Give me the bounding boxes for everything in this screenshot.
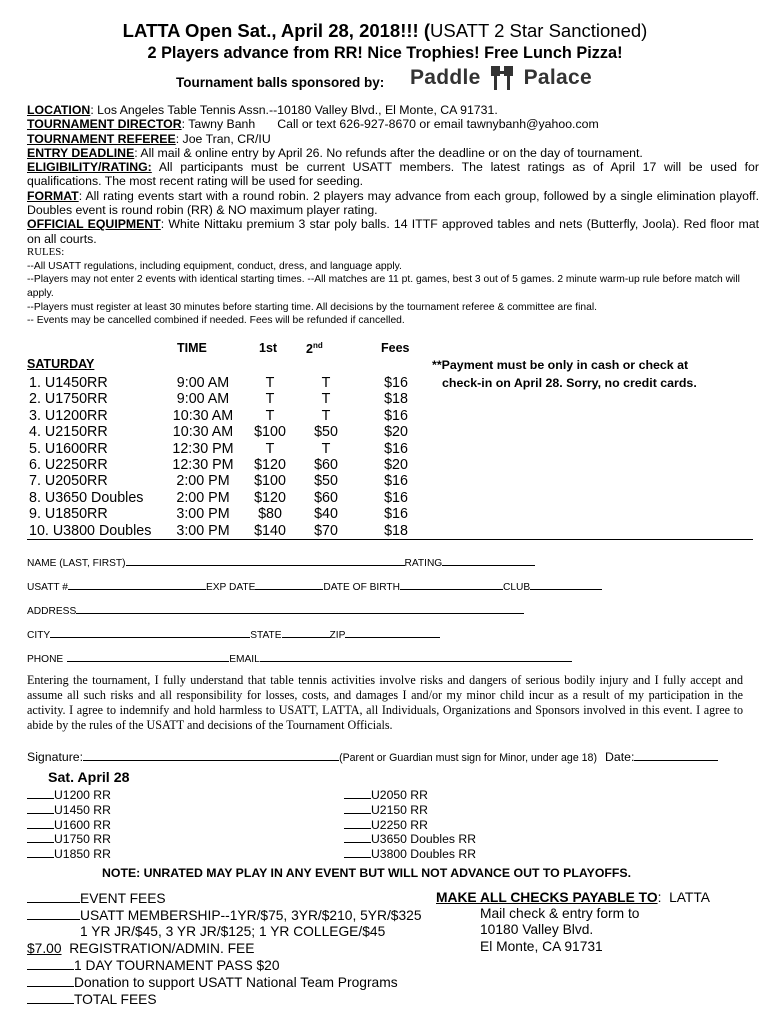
event-name: 7. U2050RR [29, 473, 108, 490]
event-second-prize: $50 [314, 473, 338, 490]
event-first-prize: $140 [254, 522, 286, 539]
club-field[interactable] [530, 579, 602, 590]
referee-label: TOURNAMENT REFEREE [27, 131, 176, 146]
checklist-left [27, 788, 111, 862]
event-check-label: U1600 RR [54, 817, 111, 832]
page-subtitle: 2 Players advance from RR! Nice Trophies! Free Lunch Pizza! [147, 44, 623, 62]
event-first-prize: T [265, 375, 275, 391]
sponsor-text: Tournament balls sponsored by: [176, 75, 385, 90]
event-first-prize: T [265, 407, 275, 424]
col-second-sup: nd [312, 341, 323, 350]
event-check-label: U3650 Doubles RR [371, 832, 477, 847]
name-row [27, 555, 535, 569]
exp-date-field[interactable] [255, 579, 323, 590]
page-title [0, 20, 770, 42]
event-check-label: U2150 RR [371, 802, 428, 817]
paddle-palace-logo [410, 64, 592, 92]
rule-item: --Players may not enter 2 events with identical starting times. --All matches are 11 pt. games, best 3 out of 5 games. 2 minute warm-up rule before match will apply. [27, 274, 740, 300]
director-label: TOURNAMENT DIRECTOR [27, 117, 182, 132]
payable-payee: LATTA [669, 890, 710, 905]
event-checkbox-item[interactable] [344, 803, 476, 818]
event-name: 2. U1750RR [29, 391, 108, 408]
payable-block [436, 890, 710, 955]
event-second-prize: T [321, 375, 331, 391]
rating-label: RATING [404, 558, 443, 569]
event-time: 9:00 AM [176, 391, 230, 408]
event-fee: $18 [384, 391, 408, 408]
signature-label: Signature: [27, 750, 84, 764]
location-label: LOCATION [27, 103, 91, 117]
equipment-value: : White Nittaku premium 3 star poly balls. 14 ITTF approved tables and nets (Butterfly, Joola). Red floor mat on all courts. [27, 217, 759, 246]
event-fees-blank[interactable] [27, 890, 80, 903]
col-first-header: 1st [259, 341, 278, 355]
title-sanction: USATT 2 Star Sanctioned [430, 20, 642, 41]
donation-line [27, 974, 422, 991]
event-name: 3. U1200RR [29, 407, 108, 424]
director-value: : Tawny Banh [181, 117, 256, 132]
rules-block [27, 246, 759, 328]
event-check-label: U1750 RR [54, 832, 111, 847]
event-check-label: U2050 RR [371, 788, 428, 802]
event-second-prize: $60 [314, 457, 338, 473]
event-time: 10:30 AM [172, 407, 234, 424]
col-fees-header: Fees [381, 341, 410, 355]
total-blank[interactable] [27, 991, 74, 1004]
event-first-prize: $120 [254, 457, 286, 473]
event-second-prize: $40 [314, 506, 338, 523]
event-check-blank[interactable] [27, 818, 54, 829]
format-line [27, 189, 759, 218]
event-second-prize: $50 [314, 424, 338, 441]
title-bold: LATTA Open Sat., April 28, 2018!!! ( [122, 20, 431, 41]
event-check-label: U2250 RR [371, 817, 428, 832]
event-name: 6. U2250RR [29, 457, 108, 473]
event-checkbox-item[interactable] [27, 847, 111, 862]
rule-item: --All USATT regulations, including equipment, conduct, dress, and language apply. [27, 260, 402, 272]
event-checkbox-item[interactable] [344, 788, 476, 803]
eligibility-value: All participants must be current USATT members. The latest ratings as of April 17 will be used for qualifications. The most recent rating will be used for seeding. [27, 160, 759, 189]
title-end: ) [641, 20, 648, 41]
registration-label: REGISTRATION/ADMIN. FEE [69, 940, 255, 956]
payment-note-line1: **Payment must be only in cash or check at [432, 358, 689, 372]
event-check-blank[interactable] [344, 803, 371, 814]
day-pass-label: 1 DAY TOURNAMENT PASS $20 [74, 957, 280, 973]
location-line [27, 103, 759, 117]
event-fee: $20 [384, 457, 408, 473]
usatt-label: USATT # [27, 582, 68, 593]
date-field[interactable] [634, 749, 718, 761]
event-check-label: U3800 Doubles RR [371, 847, 477, 862]
schedule-day: SATURDAY [27, 357, 95, 371]
payable-heading: MAKE ALL CHECKS PAYABLE TO [436, 890, 658, 905]
rules-heading: RULES: [27, 245, 65, 258]
event-check-blank[interactable] [27, 847, 54, 858]
event-time: 2:00 PM [176, 473, 230, 490]
event-checkbox-item[interactable] [344, 847, 476, 862]
city-field[interactable] [50, 627, 250, 638]
state-label: STATE [250, 630, 282, 641]
event-fee: $16 [384, 407, 408, 424]
payment-note-line2: check-in on April 28. Sorry, no credit cards. [442, 376, 697, 390]
rule-item: --Players must register at least 30 minutes before starting time. All decisions by the tournament referee & committee are final. [27, 301, 598, 313]
signature-field[interactable] [83, 749, 339, 761]
format-label: FORMAT [27, 188, 79, 203]
event-check-blank[interactable] [344, 832, 371, 843]
phone-field[interactable] [67, 651, 229, 662]
event-first-prize: T [265, 440, 275, 457]
event-check-blank[interactable] [344, 788, 371, 799]
event-first-prize: $80 [258, 506, 282, 523]
total-line [27, 991, 422, 1008]
referee-line [27, 132, 759, 146]
event-check-blank[interactable] [344, 847, 371, 858]
eligibility-label: ELIGIBILITY/RATING: [27, 160, 152, 175]
fees-block [27, 890, 422, 1008]
event-fee: $20 [384, 424, 408, 441]
col-second-header [306, 341, 323, 356]
event-second-prize: T [321, 407, 331, 424]
event-checkbox-item[interactable] [27, 818, 111, 833]
event-first-prize: T [265, 391, 275, 408]
membership-label: USATT MEMBERSHIP--1YR/$75, 3YR/$210, 5YR/$325 [80, 908, 422, 924]
format-value: : All rating events start with a round robin. 2 players may advance from each group, followed by a single elimination playoff. Doubles event is round robin (RR) & NO maximum player rating. [27, 188, 759, 218]
city-label: CITY [27, 630, 51, 641]
day-pass-blank[interactable] [27, 957, 74, 970]
payable-colon: : [657, 890, 662, 905]
event-fee: $16 [384, 440, 408, 457]
address-label: ADDRESS [27, 606, 77, 617]
rule-item: -- Events may be cancelled combined if needed. Fees will be refunded if cancelled. [27, 315, 405, 327]
email-label: EMAIL [229, 654, 260, 665]
address-row [27, 603, 524, 617]
unrated-note: NOTE: UNRATED MAY PLAY IN ANY EVENT BUT WILL NOT ADVANCE OUT TO PLAYOFFS. [102, 866, 632, 880]
total-label: TOTAL FEES [74, 992, 157, 1008]
usatt-number-field[interactable] [68, 579, 206, 590]
deadline-line [27, 146, 759, 160]
signature-row [27, 749, 718, 764]
event-time: 10:30 AM [172, 424, 234, 441]
rating-field[interactable] [442, 555, 535, 566]
director-line [27, 117, 759, 131]
event-name: 8. U3650 Doubles [29, 489, 144, 506]
membership-blank[interactable] [27, 907, 80, 920]
event-time: 3:00 PM [176, 506, 230, 523]
event-name: 4. U2150RR [29, 424, 108, 441]
event-fees-label: EVENT FEES [80, 891, 166, 906]
name-field-extra[interactable] [354, 555, 405, 566]
event-name: 10. U3800 Doubles [29, 522, 152, 539]
event-time: 12:30 PM [172, 440, 234, 457]
membership-line2: 1 YR JR/$45, 3 YR JR/$125; 1 YR COLLEGE/$45 [80, 924, 386, 940]
name-label: NAME (LAST, FIRST) [27, 558, 126, 569]
col-time-header: TIME [177, 341, 207, 355]
event-second-prize: T [321, 391, 331, 408]
event-checkbox-item[interactable] [344, 818, 476, 833]
phone-label: PHONE [27, 654, 64, 665]
day-pass-line [27, 957, 422, 974]
name-field[interactable] [126, 555, 354, 566]
event-second-prize: T [321, 440, 331, 457]
event-check-blank[interactable] [27, 788, 54, 799]
event-checkbox-item[interactable] [344, 832, 476, 847]
phone-row [27, 651, 572, 665]
event-second-prize: $60 [314, 489, 338, 506]
event-second-prize: $70 [314, 522, 338, 539]
dob-field[interactable] [400, 579, 503, 590]
state-field[interactable] [282, 627, 330, 638]
event-check-blank[interactable] [27, 832, 54, 843]
event-checkbox-item[interactable] [27, 803, 111, 818]
payable-heading-line [436, 890, 710, 906]
event-name: 9. U1850RR [29, 506, 108, 523]
location-value: : Los Angeles Table Tennis Assn.--10180 Valley Blvd., El Monte, CA 91731. [90, 103, 498, 117]
city-row [27, 627, 440, 641]
director-contact: Call or text 626-927-8670 or email tawnybanh@yahoo.com [277, 117, 599, 132]
event-check-label: U1200 RR [54, 788, 111, 802]
paddle-icon [487, 64, 517, 92]
address-field[interactable] [76, 603, 524, 614]
event-name: 1. U1450RR [29, 375, 108, 391]
event-check-blank[interactable] [27, 803, 54, 814]
event-check-label: U1850 RR [54, 847, 111, 862]
col-second-text: 2 [306, 342, 313, 357]
eligibility-line [27, 160, 759, 189]
logo-text-right: Palace [523, 66, 592, 89]
dob-label: DATE OF BIRTH [323, 582, 401, 593]
event-name: 5. U1600RR [29, 440, 108, 457]
checklist-right [344, 788, 476, 862]
event-check-label: U1450 RR [54, 802, 111, 817]
schedule-divider [27, 539, 753, 540]
donation-label: Donation to support USATT National Team Programs [74, 975, 398, 991]
deadline-label: ENTRY DEADLINE [27, 145, 135, 160]
equipment-label: OFFICIAL EQUIPMENT [27, 217, 161, 232]
event-check-blank[interactable] [344, 818, 371, 829]
membership-line [27, 907, 422, 924]
event-time: 9:00 AM [176, 375, 230, 391]
event-first-prize: $100 [254, 424, 286, 441]
mail-address-city: El Monte, CA 91731 [480, 938, 603, 954]
registration-line [27, 941, 422, 957]
event-fee: $16 [384, 489, 408, 506]
event-time: 2:00 PM [176, 489, 230, 506]
minor-note: (Parent or Guardian must sign for Minor, under age 18) [339, 752, 597, 764]
tournament-info [27, 103, 759, 328]
event-fee: $16 [384, 473, 408, 490]
date-label: Date: [604, 750, 635, 764]
event-time: 12:30 PM [172, 457, 234, 473]
deadline-value: : All mail & online entry by April 26. No refunds after the deadline or on the day of tournament. [134, 145, 643, 160]
event-checkbox-item[interactable] [27, 832, 111, 847]
event-first-prize: $120 [254, 489, 286, 506]
event-fee: $16 [384, 506, 408, 523]
event-checkbox-item[interactable] [27, 788, 111, 803]
event-fee: $18 [384, 522, 408, 539]
event-fee: $16 [384, 375, 408, 391]
usatt-row [27, 579, 602, 593]
liability-waiver: Entering the tournament, I fully understand that table tennis activities involve risks and dangers of serious bodily injury and I fully accept and assume all such risks and all responsibility for losses, costs, and damages I and/or my minor child incur as a result of my participation in the activity. I agree to indemnify and hold harmless to USATT, LATTA, all Individuals, Organizations and Sponsors involved in this event. I agree to abide by the rules of the USATT and decisions of the Tournament Officials. [27, 673, 743, 732]
donation-blank[interactable] [27, 974, 74, 987]
referee-value: : Joe Tran, CR/IU [175, 131, 271, 146]
zip-field[interactable] [345, 627, 440, 638]
mail-instruction: Mail check & entry form to [480, 906, 640, 922]
exp-label: EXP DATE [205, 582, 256, 593]
registration-amount: $7.00 [27, 940, 62, 956]
event-fees-line [27, 890, 422, 907]
equipment-line [27, 217, 759, 246]
club-label: CLUB [503, 582, 531, 593]
mail-address-street: 10180 Valley Blvd. [480, 922, 594, 938]
checklist-heading: Sat. April 28 [48, 770, 130, 786]
logo-text-left: Paddle [410, 66, 481, 89]
zip-label: ZIP [329, 630, 346, 641]
event-time: 3:00 PM [176, 522, 230, 539]
event-first-prize: $100 [254, 473, 286, 490]
email-field[interactable] [260, 651, 572, 662]
